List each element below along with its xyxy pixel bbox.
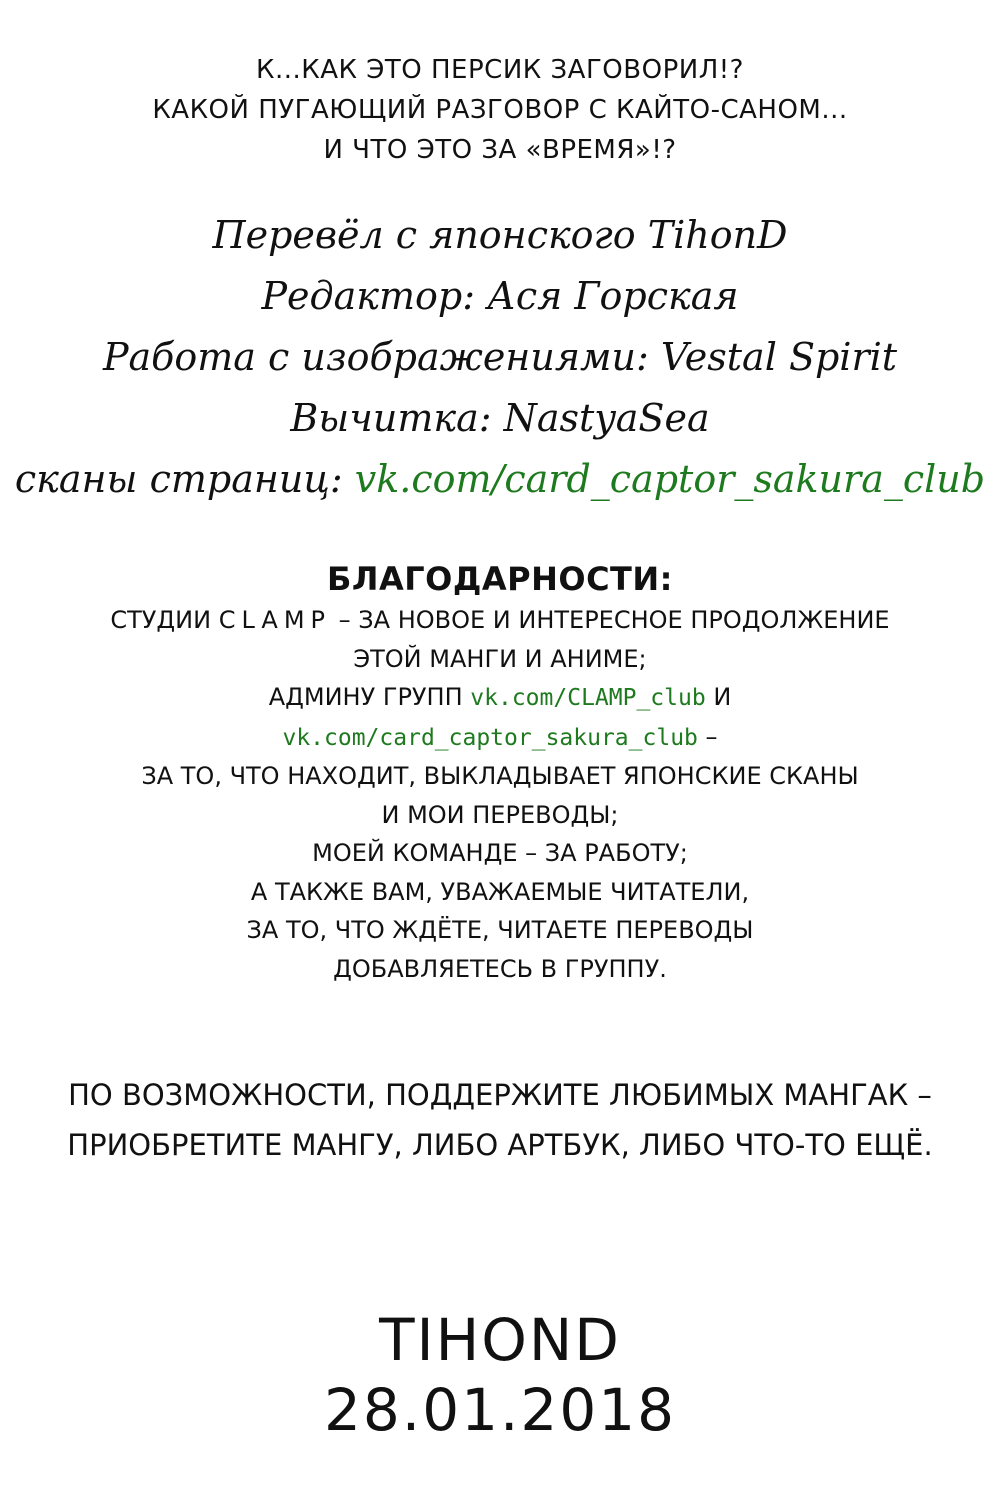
thanks-block — [0, 557, 1000, 988]
credit-translator: Перевёл с японского TihonD — [212, 213, 788, 257]
intro-line-3: И ЧТО ЭТО ЗА «ВРЕМЯ»!? — [323, 135, 677, 165]
signature-date: 28.01.2018 — [323, 1376, 677, 1444]
thanks-line-3 — [0, 678, 1000, 718]
thanks-line-6: И МОИ ПЕРЕВОДЫ; — [381, 800, 619, 829]
clamp-name: CLAMP — [218, 606, 331, 634]
intro-line-1: К...КАК ЭТО ПЕРСИК ЗАГОВОРИЛ!? — [256, 55, 744, 85]
credits-block — [0, 205, 1000, 510]
ccs-club-link[interactable]: vk.com/card_captor_sakura_club — [282, 724, 698, 751]
credit-editor: Редактор: Ася Горская — [261, 274, 739, 318]
support-line-2: ПРИОБРЕТИТЕ МАНГУ, ЛИБО АРТБУК, ЛИБО ЧТО-ТО ЕЩЁ. — [67, 1128, 933, 1162]
support-block — [0, 1070, 1000, 1170]
thanks-line-9: ЗА ТО, ЧТО ЖДЁТЕ, ЧИТАЕТЕ ПЕРЕВОДЫ — [246, 916, 754, 944]
thanks-line-4 — [0, 718, 1000, 758]
credit-images: Работа с изображениями: Vestal Spirit — [102, 335, 898, 379]
thanks-line-10: ДОБАВЛЯЕТЕСЬ В ГРУППУ. — [333, 954, 667, 983]
scans-label: сканы страниц: — [14, 457, 343, 501]
clamp-club-link[interactable]: vk.com/CLAMP_club — [470, 685, 706, 711]
thanks-line-8: А ТАКЖЕ ВАМ, УВАЖАЕМЫЕ ЧИТАТЕЛИ, — [250, 877, 750, 906]
support-line-1: ПО ВОЗМОЖНОСТИ, ПОДДЕРЖИТЕ ЛЮБИМЫХ МАНГАК – — [68, 1078, 932, 1112]
thanks-admin-label: АДМИНУ ГРУПП — [268, 683, 463, 711]
thanks-heading: БЛАГОДАРНОСТИ: — [327, 560, 673, 598]
thanks-studio-label: СТУДИИ — [110, 606, 212, 634]
intro-block — [0, 50, 1000, 170]
thanks-line-7: МОЕЙ КОМАНДЕ – ЗА РАБОТУ; — [312, 839, 688, 867]
thanks-dash: – — [705, 722, 718, 751]
intro-line-2: КАКОЙ ПУГАЮЩИЙ РАЗГОВОР С КАЙТО-САНОМ... — [152, 95, 848, 125]
signature-block — [0, 1305, 1000, 1445]
thanks-line-1 — [0, 601, 1000, 640]
credit-proofreading: Вычитка: NastyaSea — [290, 396, 710, 440]
credit-scans — [0, 449, 1000, 510]
thanks-line-2: ЭТОЙ МАНГИ И АНИМЕ; — [353, 644, 647, 673]
signature-name: TIHOND — [379, 1306, 621, 1374]
thanks-and: И — [713, 683, 732, 711]
thanks-studio-reason: – ЗА НОВОЕ И ИНТЕРЕСНОЕ ПРОДОЛЖЕНИЕ — [338, 606, 890, 634]
thanks-line-5: ЗА ТО, ЧТО НАХОДИТ, ВЫКЛАДЫВАЕТ ЯПОНСКИЕ СКАНЫ — [141, 762, 859, 790]
scans-link[interactable]: vk.com/card_captor_sakura_club — [354, 457, 986, 501]
